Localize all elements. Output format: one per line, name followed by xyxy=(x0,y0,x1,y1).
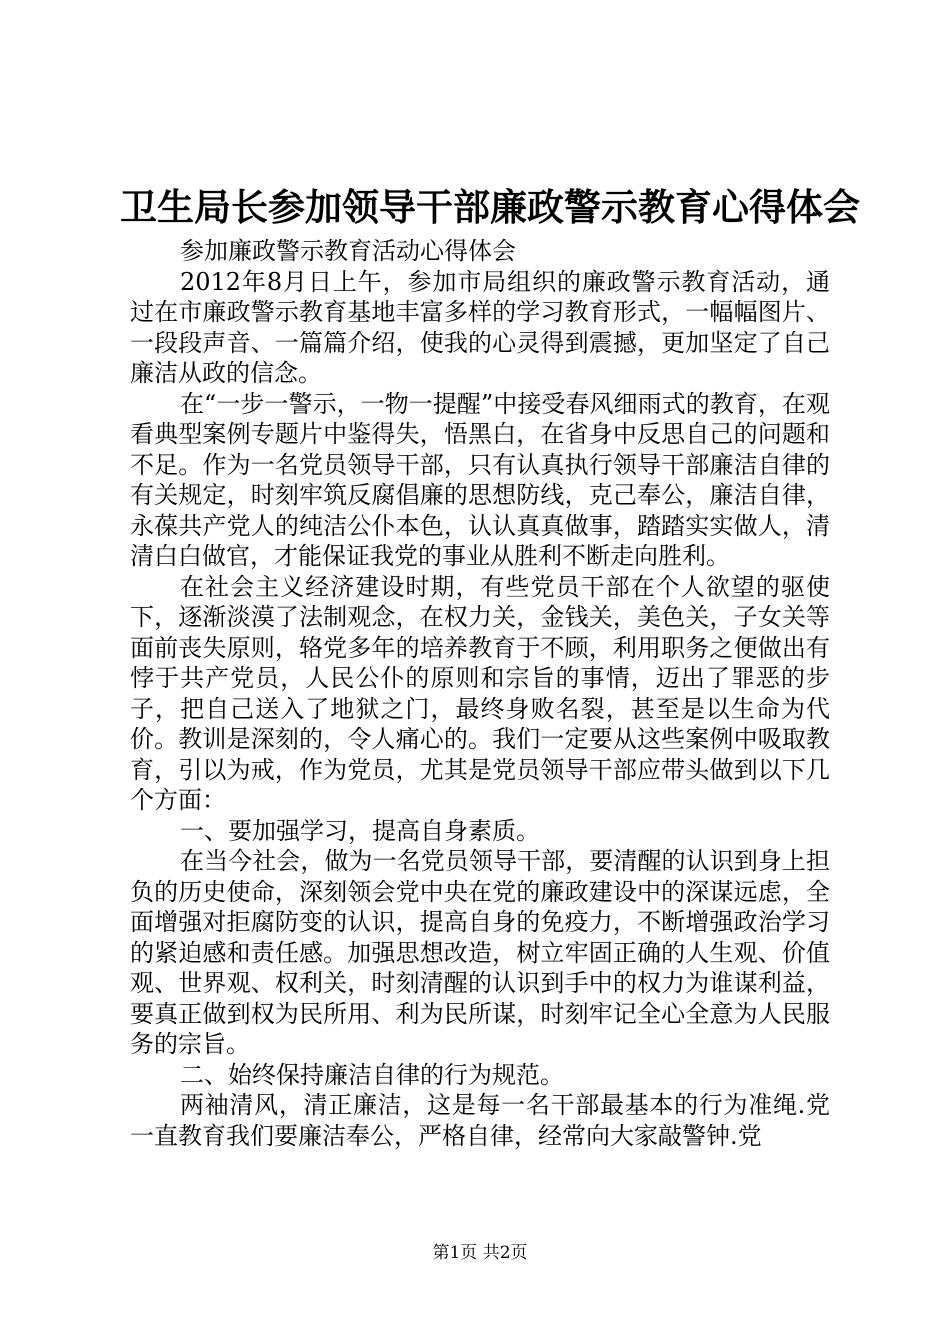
paragraph-subtitle: 参加廉政警示教育活动心得体会 xyxy=(180,237,516,265)
section-heading-2: 二、始终保持廉洁自律的行为规范。 xyxy=(180,1060,564,1089)
page-number-footer: 第1页 共2页 xyxy=(432,1243,528,1263)
paragraph: 在当今社会，做为一名党员领导干部，要清醒的认识到身上担负的历史使命，深刻领会党中央在党的廉政建设中的深谋远虑，全面增强对拒腐防变的认识，提高自身的免疫力，不断增强政治学习的紧迫感和责任感。加强思想改造，树立牢固正确的人生观、价值观、世界观、权利关，时刻清醒的认识到手中的权力为谁谋利益，要真正做到权为民所用、利为民所谋，时刻牢记全心全意为人民服务的宗旨。 xyxy=(130,847,830,1058)
paragraph: 在“一步一警示，一物一提醒”中接受春风细雨式的教育，在观看典型案例专题片中鉴得失，悟黑白，在省身中反思自己的问题和不足。作为一名党员领导干部，只有认真执行领导干部廉洁自律的有关规定，时刻牢筑反腐倡廉的思想防线，克己奉公，廉洁自律，永葆共产党人的纯洁公仆本色，认认真真做事，踏踏实实做人，清清白白做官，才能保证我党的事业从胜利不断走向胜利。 xyxy=(130,389,830,570)
paragraph: 在社会主义经济建设时期，有些党员干部在个人欲望的驱使下，逐渐淡漠了法制观念，在权力关，金钱关，美色关，子女关等面前丧失原则，辂党多年的培养教育于不顾，利用职务之便做出有悖于共产党员，人民公仆的原则和宗旨的事情，迈出了罪恶的步子，把自己送入了地狱之门，最终身败名裂，甚至是以生命为代价。教训是深刻的，令人痛心的。我们一定要从这些案例中吸取教育，引以为戒，作为党员，尤其是党员领导干部应带头做到以下几个方面： xyxy=(130,572,830,814)
paragraph: 两袖清风，清正廉洁，这是每一名干部最基本的行为准绳.党一直教育我们要廉洁奉公，严格自律，经常向大家敲警钟.党 xyxy=(130,1091,830,1150)
paragraph: 2012年8月日上午，参加市局组织的廉政警示教育活动，通过在市廉政警示教育基地丰富多样的学习教育形式，一幅幅图片、一段段声音、一篇篇介绍，使我的心灵得到震撼，更加坚定了自己廉洁从政的信念。 xyxy=(130,267,830,387)
document-body xyxy=(130,236,830,1151)
section-heading-1: 一、要加强学习，提高自身素质。 xyxy=(180,816,540,845)
document-title: 卫生局长参加领导干部廉政警示教育心得体会 xyxy=(120,186,860,229)
document-page xyxy=(120,0,860,1344)
